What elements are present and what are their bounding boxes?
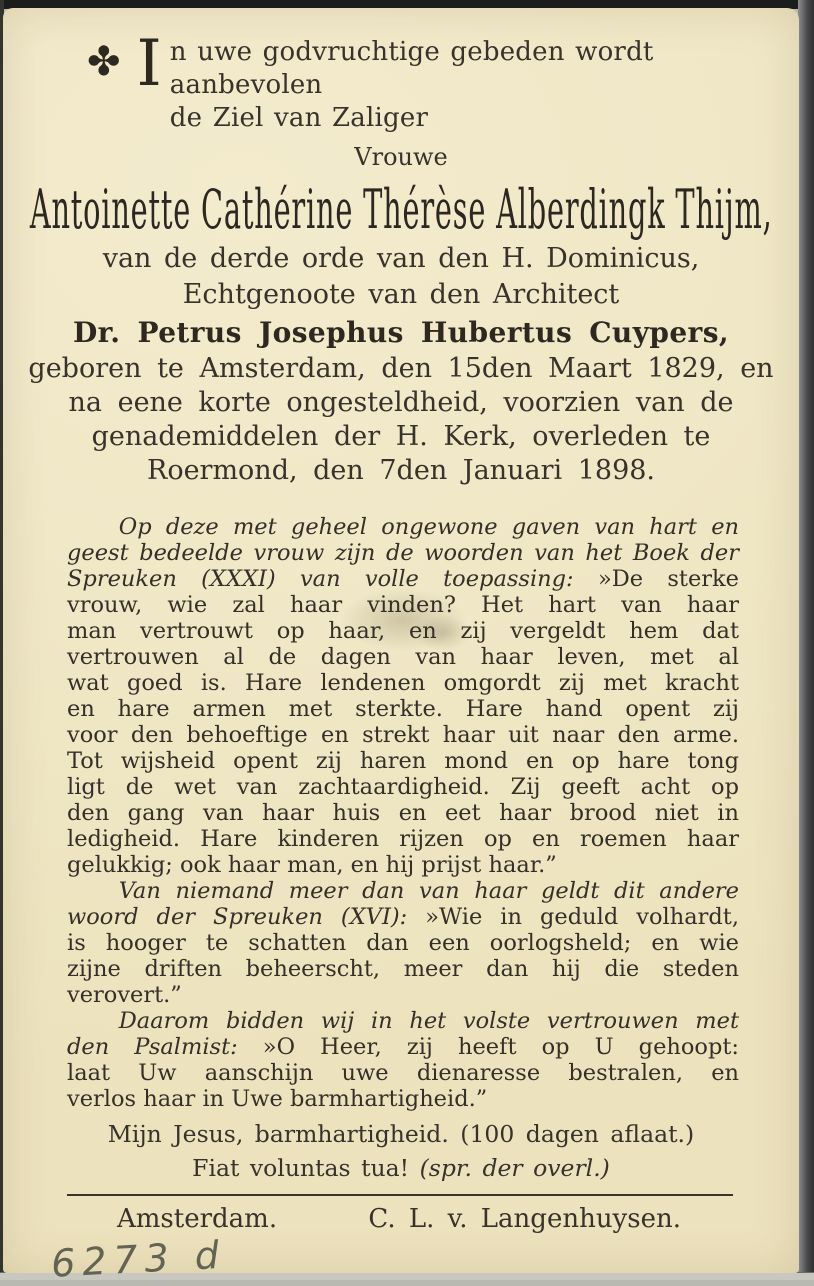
text-line xyxy=(67,1008,739,1034)
body-paragraphs xyxy=(67,514,739,1112)
italic-text-segment: woord der Spreuken (XVI): xyxy=(67,904,426,930)
text-line xyxy=(67,696,739,722)
text-segment: »De sterke xyxy=(597,566,739,592)
fiat-line xyxy=(3,1154,799,1182)
text-segment: wat goed is. Hare lendenen omgordt zij met kracht xyxy=(67,670,739,696)
text-line xyxy=(67,1086,739,1112)
order-line: van de derde orde van den H. Dominicus, xyxy=(102,243,700,274)
text-segment: vrouw, wie zal haar vinden? Het hart van haar xyxy=(67,592,739,618)
vitals-block xyxy=(3,352,799,488)
text-line xyxy=(67,878,739,904)
imprint-row xyxy=(3,1204,799,1234)
deceased-name-row xyxy=(3,179,799,241)
intro-text xyxy=(170,34,743,135)
cross-icon: ✤ xyxy=(87,39,121,85)
text-line xyxy=(67,1060,739,1086)
text-line xyxy=(67,904,739,930)
text-segment: voor den behoeftige en strekt haar uit naar den arme. xyxy=(67,722,739,748)
footer-divider xyxy=(67,1194,733,1196)
italic-text-segment: geest bedeelde vrouw zijn de woorden van het Boek der xyxy=(67,540,739,566)
text-segment: gelukkig; ook haar man, en hij prijst haar.” xyxy=(67,852,557,878)
intro-line-2: de Ziel van Zaliger xyxy=(169,103,429,133)
italic-text-segment: Daarom bidden wij in het volste vertrouwen met xyxy=(118,1008,739,1034)
text-segment: is hooger te schatten dan een oorlogsheld; en wie xyxy=(67,930,739,956)
paragraph xyxy=(67,1008,739,1112)
text-line xyxy=(67,514,739,540)
text-line xyxy=(67,800,739,826)
text-line xyxy=(67,826,739,852)
text-segment: en hare armen met sterkte. Hare hand opent zij xyxy=(67,696,739,722)
text-line xyxy=(67,644,739,670)
indulgence-line: Mijn Jesus, barmhartigheid. (100 dagen aflaat.) xyxy=(107,1120,695,1148)
vitals-line: na eene korte ongesteldheid, voorzien van de xyxy=(68,387,734,418)
intro-block xyxy=(87,27,743,135)
text-segment: Tot wijsheid opent zij haren mond en op hare tong xyxy=(67,748,739,774)
text-line xyxy=(67,618,739,644)
imprint-publisher: C. L. v. Langenhuysen. xyxy=(368,1204,681,1234)
deceased-name: Antoinette Cathérine Thérèse Alberdingk Thijm, xyxy=(29,178,773,242)
handwritten-catalog-number: 6273 d xyxy=(49,1232,227,1286)
text-segment: verovert.” xyxy=(67,982,182,1008)
dropcap-initial: I xyxy=(136,27,162,101)
text-line xyxy=(67,566,739,592)
italic-text-segment: Op deze met geheel ongewone gaven van hart en xyxy=(118,514,739,540)
text-line xyxy=(67,852,739,878)
text-segment: »O Heer, zij heeft op U gehoopt: xyxy=(262,1034,740,1060)
text-segment: vertrouwen al de dagen van haar leven, met al xyxy=(67,644,739,670)
scan-edge-right xyxy=(798,0,814,1274)
text-segment: verlos haar in Uwe barmhartigheid.” xyxy=(67,1086,488,1112)
text-line xyxy=(67,670,739,696)
text-line xyxy=(67,540,739,566)
vitals-line: geboren te Amsterdam, den 15den Maart 1829, en xyxy=(28,353,774,384)
text-line xyxy=(67,592,739,618)
text-segment: »Wie in geduld volhardt, xyxy=(425,904,739,930)
text-line xyxy=(67,982,739,1008)
husband-name: Dr. Petrus Josephus Hubertus Cuypers, xyxy=(72,316,730,349)
intro-line-1: n uwe godvruchtige gebeden wordt aanbevolen xyxy=(169,37,654,100)
memorial-card xyxy=(3,8,799,1286)
text-segment: laat Uw aanschijn uwe dienaresse bestralen, en xyxy=(67,1060,739,1086)
text-segment: man vertrouwt op haar, en zij vergeldt hem dat xyxy=(67,618,739,644)
italic-text-segment: den Psalmist: xyxy=(67,1034,263,1060)
text-segment: den gang van haar huis en eet haar brood niet in xyxy=(67,800,739,826)
text-line xyxy=(67,1034,739,1060)
vitals-line: genademiddelen der H. Kerk, overleden te xyxy=(91,421,711,452)
text-line xyxy=(67,722,739,748)
paragraph xyxy=(67,878,739,1008)
text-line xyxy=(67,748,739,774)
text-line xyxy=(67,774,739,800)
text-segment: ledigheid. Hare kinderen rijzen op en roemen haar xyxy=(67,826,739,852)
italic-text-segment: Van niemand meer dan van haar geldt dit andere xyxy=(118,878,739,904)
fiat-italic: (spr. der overl.) xyxy=(419,1154,610,1182)
text-segment: ligt de wet van zachtaardigheid. Zij geeft acht op xyxy=(67,774,739,800)
text-segment: zijne driften beheerscht, meer dan hij die steden xyxy=(67,956,739,982)
text-line xyxy=(67,930,739,956)
text-line xyxy=(67,956,739,982)
fiat-roman: Fiat voluntas tua! xyxy=(192,1154,420,1182)
imprint-city: Amsterdam. xyxy=(117,1204,278,1234)
spouse-intro-line: Echtgenoote van den Architect xyxy=(182,279,620,310)
vitals-line: Roermond, den 7den Januari 1898. xyxy=(146,455,656,486)
paragraph xyxy=(67,514,739,878)
honorific: Vrouwe xyxy=(354,143,448,171)
italic-text-segment: Spreuken (XXXI) van volle toepassing: xyxy=(67,566,598,592)
